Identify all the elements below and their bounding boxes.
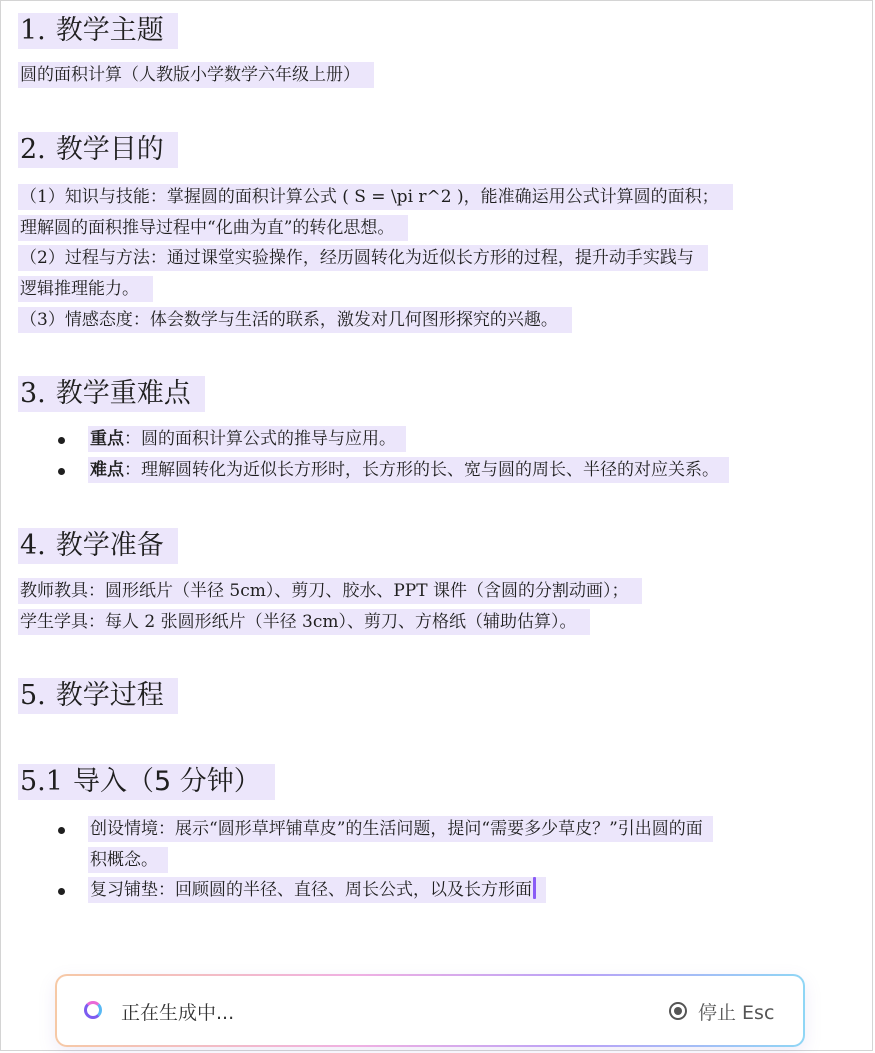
generating-status-bar — [55, 974, 805, 1047]
preparation-line: 学生学具：每人 2 张圆形纸片（半径 3cm）、剪刀、方格纸（辅助估算）。 — [18, 607, 590, 638]
heading-section-5: 5. 教学过程 — [18, 678, 178, 714]
goal-line: 理解圆的面积推导过程中“化曲为直”的转化思想。 — [18, 213, 408, 244]
bullet-icon — [58, 888, 65, 895]
text-cursor-icon — [533, 877, 536, 899]
stop-button[interactable]: 停止 Esc — [698, 1002, 775, 1024]
stop-icon[interactable] — [669, 1002, 687, 1020]
goal-line: 逻辑推理能力。 — [18, 274, 153, 305]
intro-item: 复习铺垫：回顾圆的半径、直径、周长公式，以及长方形面 — [88, 875, 546, 906]
key-point-item: 难点：理解圆转化为近似长方形时，长方形的长、宽与圆的周长、半径的对应关系。 — [88, 455, 729, 486]
goal-line: （2）过程与方法：通过课堂实验操作，经历圆转化为近似长方形的过程，提升动手实践与 — [18, 243, 708, 274]
key-point-item: 重点：圆的面积计算公式的推导与应用。 — [88, 424, 406, 455]
goal-line: （1）知识与技能：掌握圆的面积计算公式 ( S = \pi r^2 )，能准确运用公式计算圆的面积； — [18, 182, 733, 213]
preparation-line: 教师教具：圆形纸片（半径 5cm）、剪刀、胶水、PPT 课件（含圆的分割动画）； — [18, 576, 642, 607]
intro-item-continuation: 积概念。 — [88, 845, 168, 876]
goal-line: （3）情感态度：体会数学与生活的联系，激发对几何图形探究的兴趣。 — [18, 305, 572, 336]
bullet-icon — [58, 468, 65, 475]
generating-status-text: 正在生成中... — [121, 1002, 235, 1024]
topic-paragraph: 圆的面积计算（人教版小学数学六年级上册） — [18, 60, 374, 91]
heading-section-4: 4. 教学准备 — [18, 528, 178, 564]
heading-section-2: 2. 教学目的 — [18, 132, 178, 168]
heading-section-1: 1. 教学主题 — [18, 13, 178, 49]
bullet-icon — [58, 827, 65, 834]
loading-spinner-icon — [84, 1001, 102, 1019]
heading-section-3: 3. 教学重难点 — [18, 376, 205, 412]
intro-item: 创设情境：展示“圆形草坪铺草皮”的生活问题，提问“需要多少草皮？”引出圆的面 — [88, 814, 713, 845]
bullet-icon — [58, 437, 65, 444]
heading-section-5-1: 5.1 导入（5 分钟） — [18, 764, 275, 800]
